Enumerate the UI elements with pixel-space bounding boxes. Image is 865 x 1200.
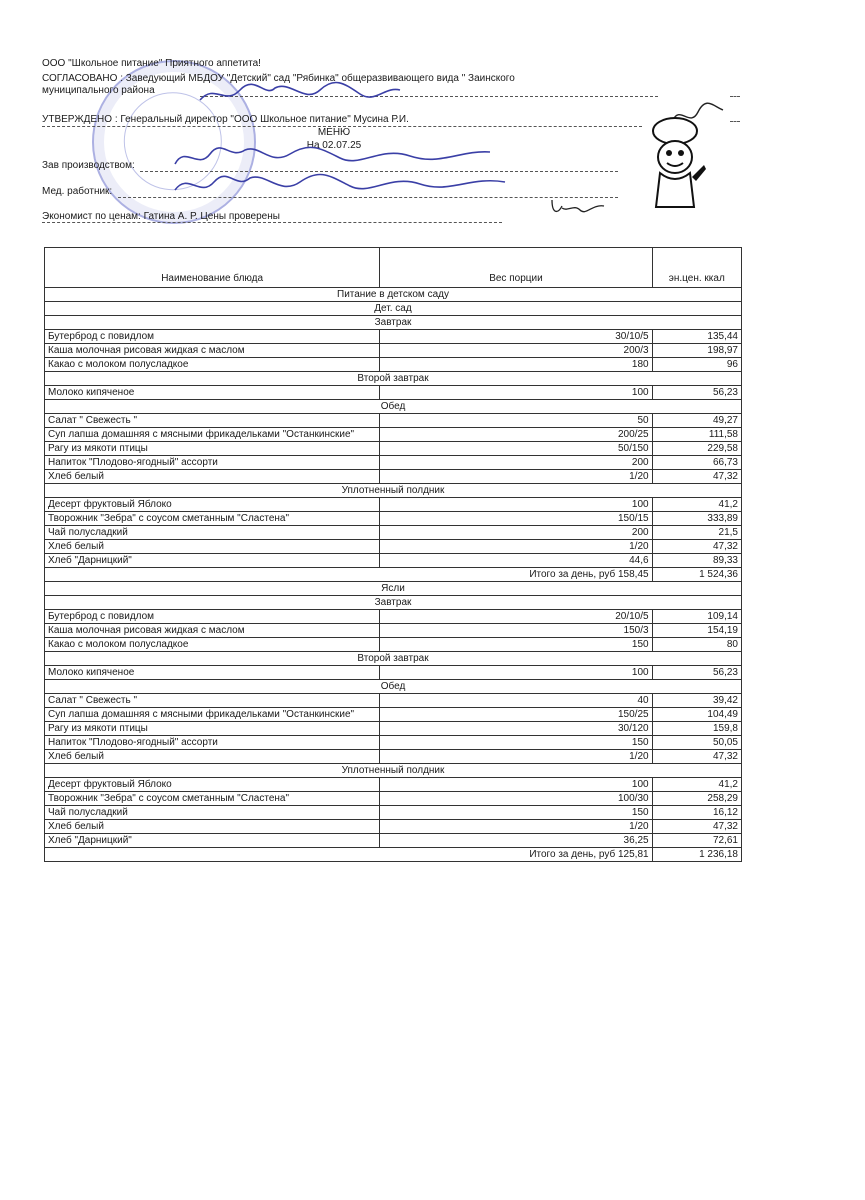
- dish-name: Десерт фруктовый Яблоко: [45, 498, 380, 512]
- portion-weight: 100: [380, 386, 652, 400]
- dish-name: Какао с молоком полусладкое: [45, 638, 380, 652]
- med-worker-label: Мед. работник:: [42, 186, 113, 197]
- production-head-label: Зав производством:: [42, 160, 135, 171]
- total-row: [45, 568, 742, 582]
- dish-name: Какао с молоком полусладкое: [45, 358, 380, 372]
- energy-kcal: 96: [652, 358, 741, 372]
- portion-weight: 44,6: [380, 554, 652, 568]
- section-label: Ясли: [45, 582, 742, 596]
- table-row: [45, 498, 742, 512]
- dish-name: Творожник "Зебра" с соусом сметанным "Сластена": [45, 792, 380, 806]
- dish-name: Хлеб белый: [45, 820, 380, 834]
- table-row: [45, 666, 742, 680]
- section-row: [45, 372, 742, 386]
- dish-name: Суп лапша домашняя с мясными фрикадельками "Останкинские": [45, 428, 380, 442]
- menu-date: На 02.07.25: [306, 140, 362, 151]
- table-row: [45, 820, 742, 834]
- section-row: [45, 680, 742, 694]
- section-label: Уплотненный полдник: [45, 764, 742, 778]
- signature-approver: [195, 78, 405, 108]
- section-row: [45, 582, 742, 596]
- energy-kcal: 56,23: [652, 386, 741, 400]
- section-label: Завтрак: [45, 316, 742, 330]
- dish-name: Хлеб "Дарницкий": [45, 554, 380, 568]
- table-row: [45, 624, 742, 638]
- portion-weight: 100: [380, 666, 652, 680]
- dish-name: Салат " Свежесть ": [45, 694, 380, 708]
- energy-kcal: 154,19: [652, 624, 741, 638]
- energy-kcal: 72,61: [652, 834, 741, 848]
- table-row: [45, 526, 742, 540]
- energy-kcal: 47,32: [652, 470, 741, 484]
- organization-line: ООО "Школьное питание" Приятного аппетита!: [42, 58, 261, 69]
- table-row: [45, 806, 742, 820]
- section-row: [45, 400, 742, 414]
- economist-line: Экономист по ценам: Гатина А. Р. Цены проверены: [42, 211, 280, 222]
- portion-weight: 200/25: [380, 428, 652, 442]
- section-row: [45, 596, 742, 610]
- table-row: [45, 428, 742, 442]
- table-row: [45, 638, 742, 652]
- approved-line-1: СОГЛАСОВАНО : Заведующий МБДОУ "Детский" сад "Рябинка" общеразвивающего вида " Заинского: [42, 73, 515, 84]
- dish-name: Творожник "Зебра" с соусом сметанным "Сластена": [45, 512, 380, 526]
- portion-weight: 100/30: [380, 792, 652, 806]
- dish-name: Напиток "Плодово-ягодный" ассорти: [45, 736, 380, 750]
- portion-weight: 50: [380, 414, 652, 428]
- energy-kcal: 229,58: [652, 442, 741, 456]
- table-body: [45, 288, 742, 862]
- energy-kcal: 104,49: [652, 708, 741, 722]
- signature-economist: [548, 196, 608, 218]
- day-total-kcal: 1 236,18: [652, 848, 741, 862]
- energy-kcal: 39,42: [652, 694, 741, 708]
- portion-weight: 1/20: [380, 820, 652, 834]
- dish-name: Бутерброд с повидлом: [45, 610, 380, 624]
- portion-weight: 1/20: [380, 750, 652, 764]
- dish-name: Салат " Свежесть ": [45, 414, 380, 428]
- section-label: Второй завтрак: [45, 652, 742, 666]
- portion-weight: 150/3: [380, 624, 652, 638]
- energy-kcal: 135,44: [652, 330, 741, 344]
- table-row: [45, 512, 742, 526]
- table-row: [45, 330, 742, 344]
- energy-kcal: 50,05: [652, 736, 741, 750]
- portion-weight: 150: [380, 806, 652, 820]
- dish-name: Хлеб белый: [45, 750, 380, 764]
- table-row: [45, 414, 742, 428]
- energy-kcal: 111,58: [652, 428, 741, 442]
- table-row: [45, 736, 742, 750]
- dish-name: Чай полусладкий: [45, 526, 380, 540]
- confirmed-line: УТВЕРЖДЕНО : Генеральный директор "ООО Школьное питание" Мусина Р.И.: [42, 114, 409, 125]
- dish-name: Молоко кипяченое: [45, 666, 380, 680]
- portion-weight: 36,25: [380, 834, 652, 848]
- energy-kcal: 47,32: [652, 820, 741, 834]
- section-row: [45, 764, 742, 778]
- total-row: [45, 848, 742, 862]
- energy-kcal: 66,73: [652, 456, 741, 470]
- table-header-row: [45, 248, 742, 288]
- table-row: [45, 694, 742, 708]
- table-row: [45, 792, 742, 806]
- dish-name: Чай полусладкий: [45, 806, 380, 820]
- portion-weight: 100: [380, 778, 652, 792]
- table-row: [45, 554, 742, 568]
- section-row: [45, 288, 742, 302]
- portion-weight: 180: [380, 358, 652, 372]
- day-total-kcal: 1 524,36: [652, 568, 741, 582]
- table-row: [45, 344, 742, 358]
- table-row: [45, 778, 742, 792]
- column-header-dish: Наименование блюда: [45, 248, 380, 288]
- table-row: [45, 708, 742, 722]
- portion-weight: 150/15: [380, 512, 652, 526]
- section-label: Уплотненный полдник: [45, 484, 742, 498]
- section-row: [45, 484, 742, 498]
- portion-weight: 30/120: [380, 722, 652, 736]
- dish-name: Суп лапша домашняя с мясными фрикадельками "Останкинские": [45, 708, 380, 722]
- section-label: Обед: [45, 400, 742, 414]
- energy-kcal: 16,12: [652, 806, 741, 820]
- portion-weight: 40: [380, 694, 652, 708]
- menu-table: [44, 247, 742, 862]
- table-row: [45, 456, 742, 470]
- portion-weight: 1/20: [380, 470, 652, 484]
- dish-name: Хлеб белый: [45, 470, 380, 484]
- energy-kcal: 56,23: [652, 666, 741, 680]
- table-row: [45, 358, 742, 372]
- portion-weight: 150/25: [380, 708, 652, 722]
- day-total-label: Итого за день, руб 158,45: [45, 568, 653, 582]
- energy-kcal: 41,2: [652, 498, 741, 512]
- energy-kcal: 258,29: [652, 792, 741, 806]
- section-row: [45, 302, 742, 316]
- table-row: [45, 540, 742, 554]
- section-row: [45, 316, 742, 330]
- column-header-kcal: эн.цен. ккал: [652, 248, 741, 288]
- energy-kcal: 80: [652, 638, 741, 652]
- dish-name: Молоко кипяченое: [45, 386, 380, 400]
- portion-weight: 20/10/5: [380, 610, 652, 624]
- portion-weight: 150: [380, 638, 652, 652]
- section-label: Завтрак: [45, 596, 742, 610]
- section-label: Второй завтрак: [45, 372, 742, 386]
- dish-name: Рагу из мякоти птицы: [45, 722, 380, 736]
- signature-med-worker: [170, 168, 510, 202]
- portion-weight: 1/20: [380, 540, 652, 554]
- dish-name: Каша молочная рисовая жидкая с маслом: [45, 624, 380, 638]
- chef-logo: [640, 115, 710, 215]
- dish-name: Рагу из мякоти птицы: [45, 442, 380, 456]
- portion-weight: 50/150: [380, 442, 652, 456]
- dish-name: Хлеб "Дарницкий": [45, 834, 380, 848]
- portion-weight: 200/3: [380, 344, 652, 358]
- energy-kcal: 89,33: [652, 554, 741, 568]
- energy-kcal: 159,8: [652, 722, 741, 736]
- energy-kcal: 21,5: [652, 526, 741, 540]
- portion-weight: 200: [380, 526, 652, 540]
- section-label: Дет. сад: [45, 302, 742, 316]
- energy-kcal: 47,32: [652, 540, 741, 554]
- portion-weight: 100: [380, 498, 652, 512]
- section-row: [45, 652, 742, 666]
- section-label: Питание в детском саду: [45, 288, 742, 302]
- table-row: [45, 610, 742, 624]
- table-row: [45, 722, 742, 736]
- approved-line-2: муниципального района: [42, 85, 155, 96]
- section-label: Обед: [45, 680, 742, 694]
- portion-weight: 200: [380, 456, 652, 470]
- column-header-weight: Вес порции: [380, 248, 652, 288]
- table-row: [45, 442, 742, 456]
- energy-kcal: 47,32: [652, 750, 741, 764]
- table-row: [45, 834, 742, 848]
- dish-name: Каша молочная рисовая жидкая с маслом: [45, 344, 380, 358]
- table-row: [45, 750, 742, 764]
- portion-weight: 150: [380, 736, 652, 750]
- day-total-label: Итого за день, руб 125,81: [45, 848, 653, 862]
- portion-weight: 30/10/5: [380, 330, 652, 344]
- dish-name: Напиток "Плодово-ягодный" ассорти: [45, 456, 380, 470]
- energy-kcal: 109,14: [652, 610, 741, 624]
- dish-name: Бутерброд с повидлом: [45, 330, 380, 344]
- energy-kcal: 333,89: [652, 512, 741, 526]
- energy-kcal: 41,2: [652, 778, 741, 792]
- table-row: [45, 386, 742, 400]
- energy-kcal: 49,27: [652, 414, 741, 428]
- dish-name: Хлеб белый: [45, 540, 380, 554]
- dish-name: Десерт фруктовый Яблоко: [45, 778, 380, 792]
- energy-kcal: 198,97: [652, 344, 741, 358]
- menu-title: МЕНЮ: [317, 127, 351, 138]
- table-row: [45, 470, 742, 484]
